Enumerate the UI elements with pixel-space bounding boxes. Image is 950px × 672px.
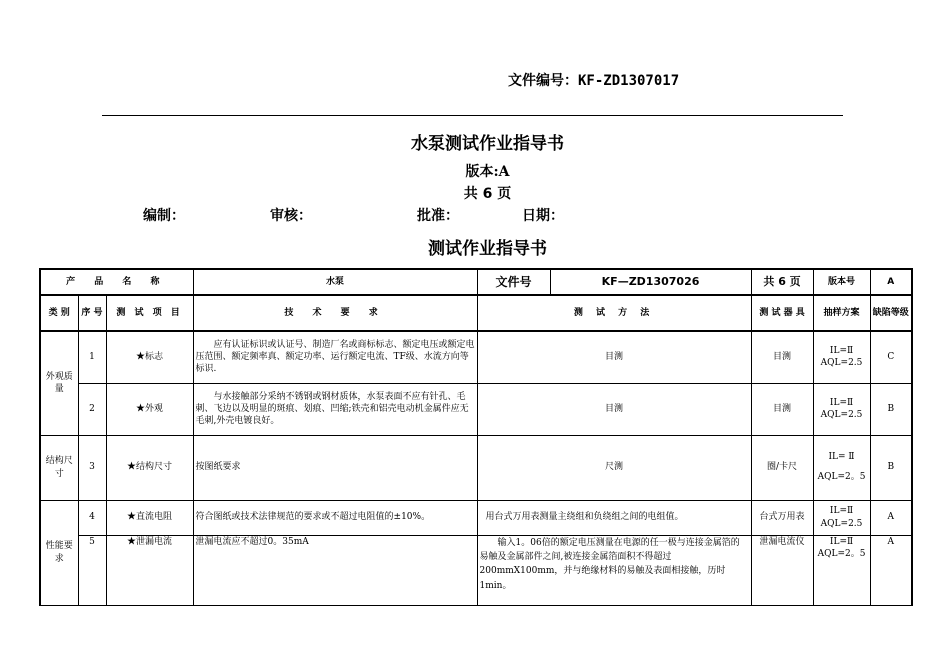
row-instrument: 目测 — [751, 383, 813, 435]
row-sampling: IL=Ⅱ AQL=2。5 — [813, 535, 870, 605]
version-line: 版本:A — [465, 164, 510, 180]
row-number: 2 — [78, 383, 106, 435]
page-count: 共 6 页 — [463, 186, 512, 202]
compiled-by-label: 编制： — [143, 208, 185, 224]
category-appearance: 外观质量 — [40, 331, 78, 435]
file-number-value: KF-ZD1307017 — [578, 73, 680, 89]
table-row — [40, 500, 912, 535]
row-instrument: 目测 — [751, 331, 813, 383]
row-number: 4 — [78, 500, 106, 535]
row-requirement: 符合图纸或技术法律规范的要求或不超过电阻值的±10%。 — [193, 500, 477, 535]
row-method: 用台式万用表测量主绕组和负绕组之间的电组值。 — [477, 500, 751, 535]
row-number: 5 — [78, 535, 106, 605]
row-item: ★外观 — [106, 383, 193, 435]
info-row — [40, 269, 912, 295]
col-number: 序 号 — [78, 295, 106, 331]
reviewed-by-label: 审核： — [270, 208, 312, 224]
date-label: 日期： — [522, 208, 564, 224]
table-row — [40, 383, 912, 435]
col-test-item: 测 试 项 目 — [106, 295, 193, 331]
row-requirement: 应有认证标识或认证号、制造厂名或商标标志、额定电压或额定电压范围、额定频率真、额定功率、运行额定电流、TF级、水流方向等标识. — [193, 331, 477, 383]
row-sampling: IL= Ⅱ AQL=2。5 — [813, 435, 870, 500]
row-item: ★直流电阻 — [106, 500, 193, 535]
row-defect-grade: B — [870, 383, 912, 435]
row-method: 尺测 — [477, 435, 751, 500]
col-instrument: 测 试 器 具 — [751, 295, 813, 331]
table-row — [40, 435, 912, 500]
row-method: 目测 — [477, 331, 751, 383]
row-requirement: 与水接触部分采纳不锈钢或钢材质体，水泵表面不应有针孔、毛刺、飞边以及明显的斑痕、划痕、凹缩;铁壳和铝壳电动机金属件应无毛刺,外壳电镀良好。 — [193, 383, 477, 435]
col-method: 测 试 方 法 — [477, 295, 751, 331]
category-performance: 性能要求 — [40, 500, 78, 605]
product-name-label: 产 品 名 称 — [40, 269, 193, 295]
document-title: 水泵测试作业指导书 — [411, 134, 564, 154]
column-header-row — [40, 295, 912, 331]
row-instrument: 台式万用表 — [751, 500, 813, 535]
row-requirement: 按图纸要求 — [193, 435, 477, 500]
row-method: 目测 — [477, 383, 751, 435]
doc-number-cell — [477, 269, 751, 295]
row-item: ★结构尺寸 — [106, 435, 193, 500]
row-defect-grade: B — [870, 435, 912, 500]
row-instrument: 圈/卡尺 — [751, 435, 813, 500]
row-number: 3 — [78, 435, 106, 500]
row-number: 1 — [78, 331, 106, 383]
row-item: ★泄漏电流 — [106, 535, 193, 605]
row-defect-grade: C — [870, 331, 912, 383]
test-instruction-table — [39, 268, 913, 606]
file-number — [508, 70, 679, 90]
row-item: ★标志 — [106, 331, 193, 383]
col-defect-grade: 缺陷等级 — [870, 295, 912, 331]
version-number-label: 版本号 — [813, 269, 870, 295]
col-requirement: 技 术 要 求 — [193, 295, 477, 331]
file-number-label: 文件编号： — [508, 73, 578, 89]
row-defect-grade: A — [870, 535, 912, 605]
product-name-value: 水泵 — [193, 269, 477, 295]
row-instrument: 泄漏电流仪 — [751, 535, 813, 605]
header-divider — [102, 115, 843, 116]
col-category: 类 别 — [40, 295, 78, 331]
category-structure: 结构尺寸 — [40, 435, 78, 500]
row-method: 输入1。06倍的额定电压测量在电源的任一极与连接金属箔的易触及金属部件之间,被连接金属箔面积不得超过200mmX100mm，并与绝缘材料的易触及表面相接触，历时1min。 — [477, 535, 751, 605]
table-row — [40, 331, 912, 383]
row-requirement: 泄漏电流应不超过0。35mA — [193, 535, 477, 605]
approved-by-label: 批准： — [417, 208, 459, 224]
info-page-count: 共 6 页 — [751, 269, 813, 295]
row-sampling: IL=Ⅱ AQL=2.5 — [813, 331, 870, 383]
col-sampling: 抽样方案 — [813, 295, 870, 331]
doc-number-label: 文件号 — [478, 270, 551, 294]
row-sampling: IL=Ⅱ AQL=2.5 — [813, 383, 870, 435]
version-number-value: A — [870, 269, 912, 295]
table-row — [40, 535, 912, 605]
doc-number-value: KF—ZD1307026 — [601, 274, 700, 288]
row-defect-grade: A — [870, 500, 912, 535]
table-title: 测试作业指导书 — [428, 239, 547, 259]
row-sampling: IL=Ⅱ AQL=2.5 — [813, 500, 870, 535]
